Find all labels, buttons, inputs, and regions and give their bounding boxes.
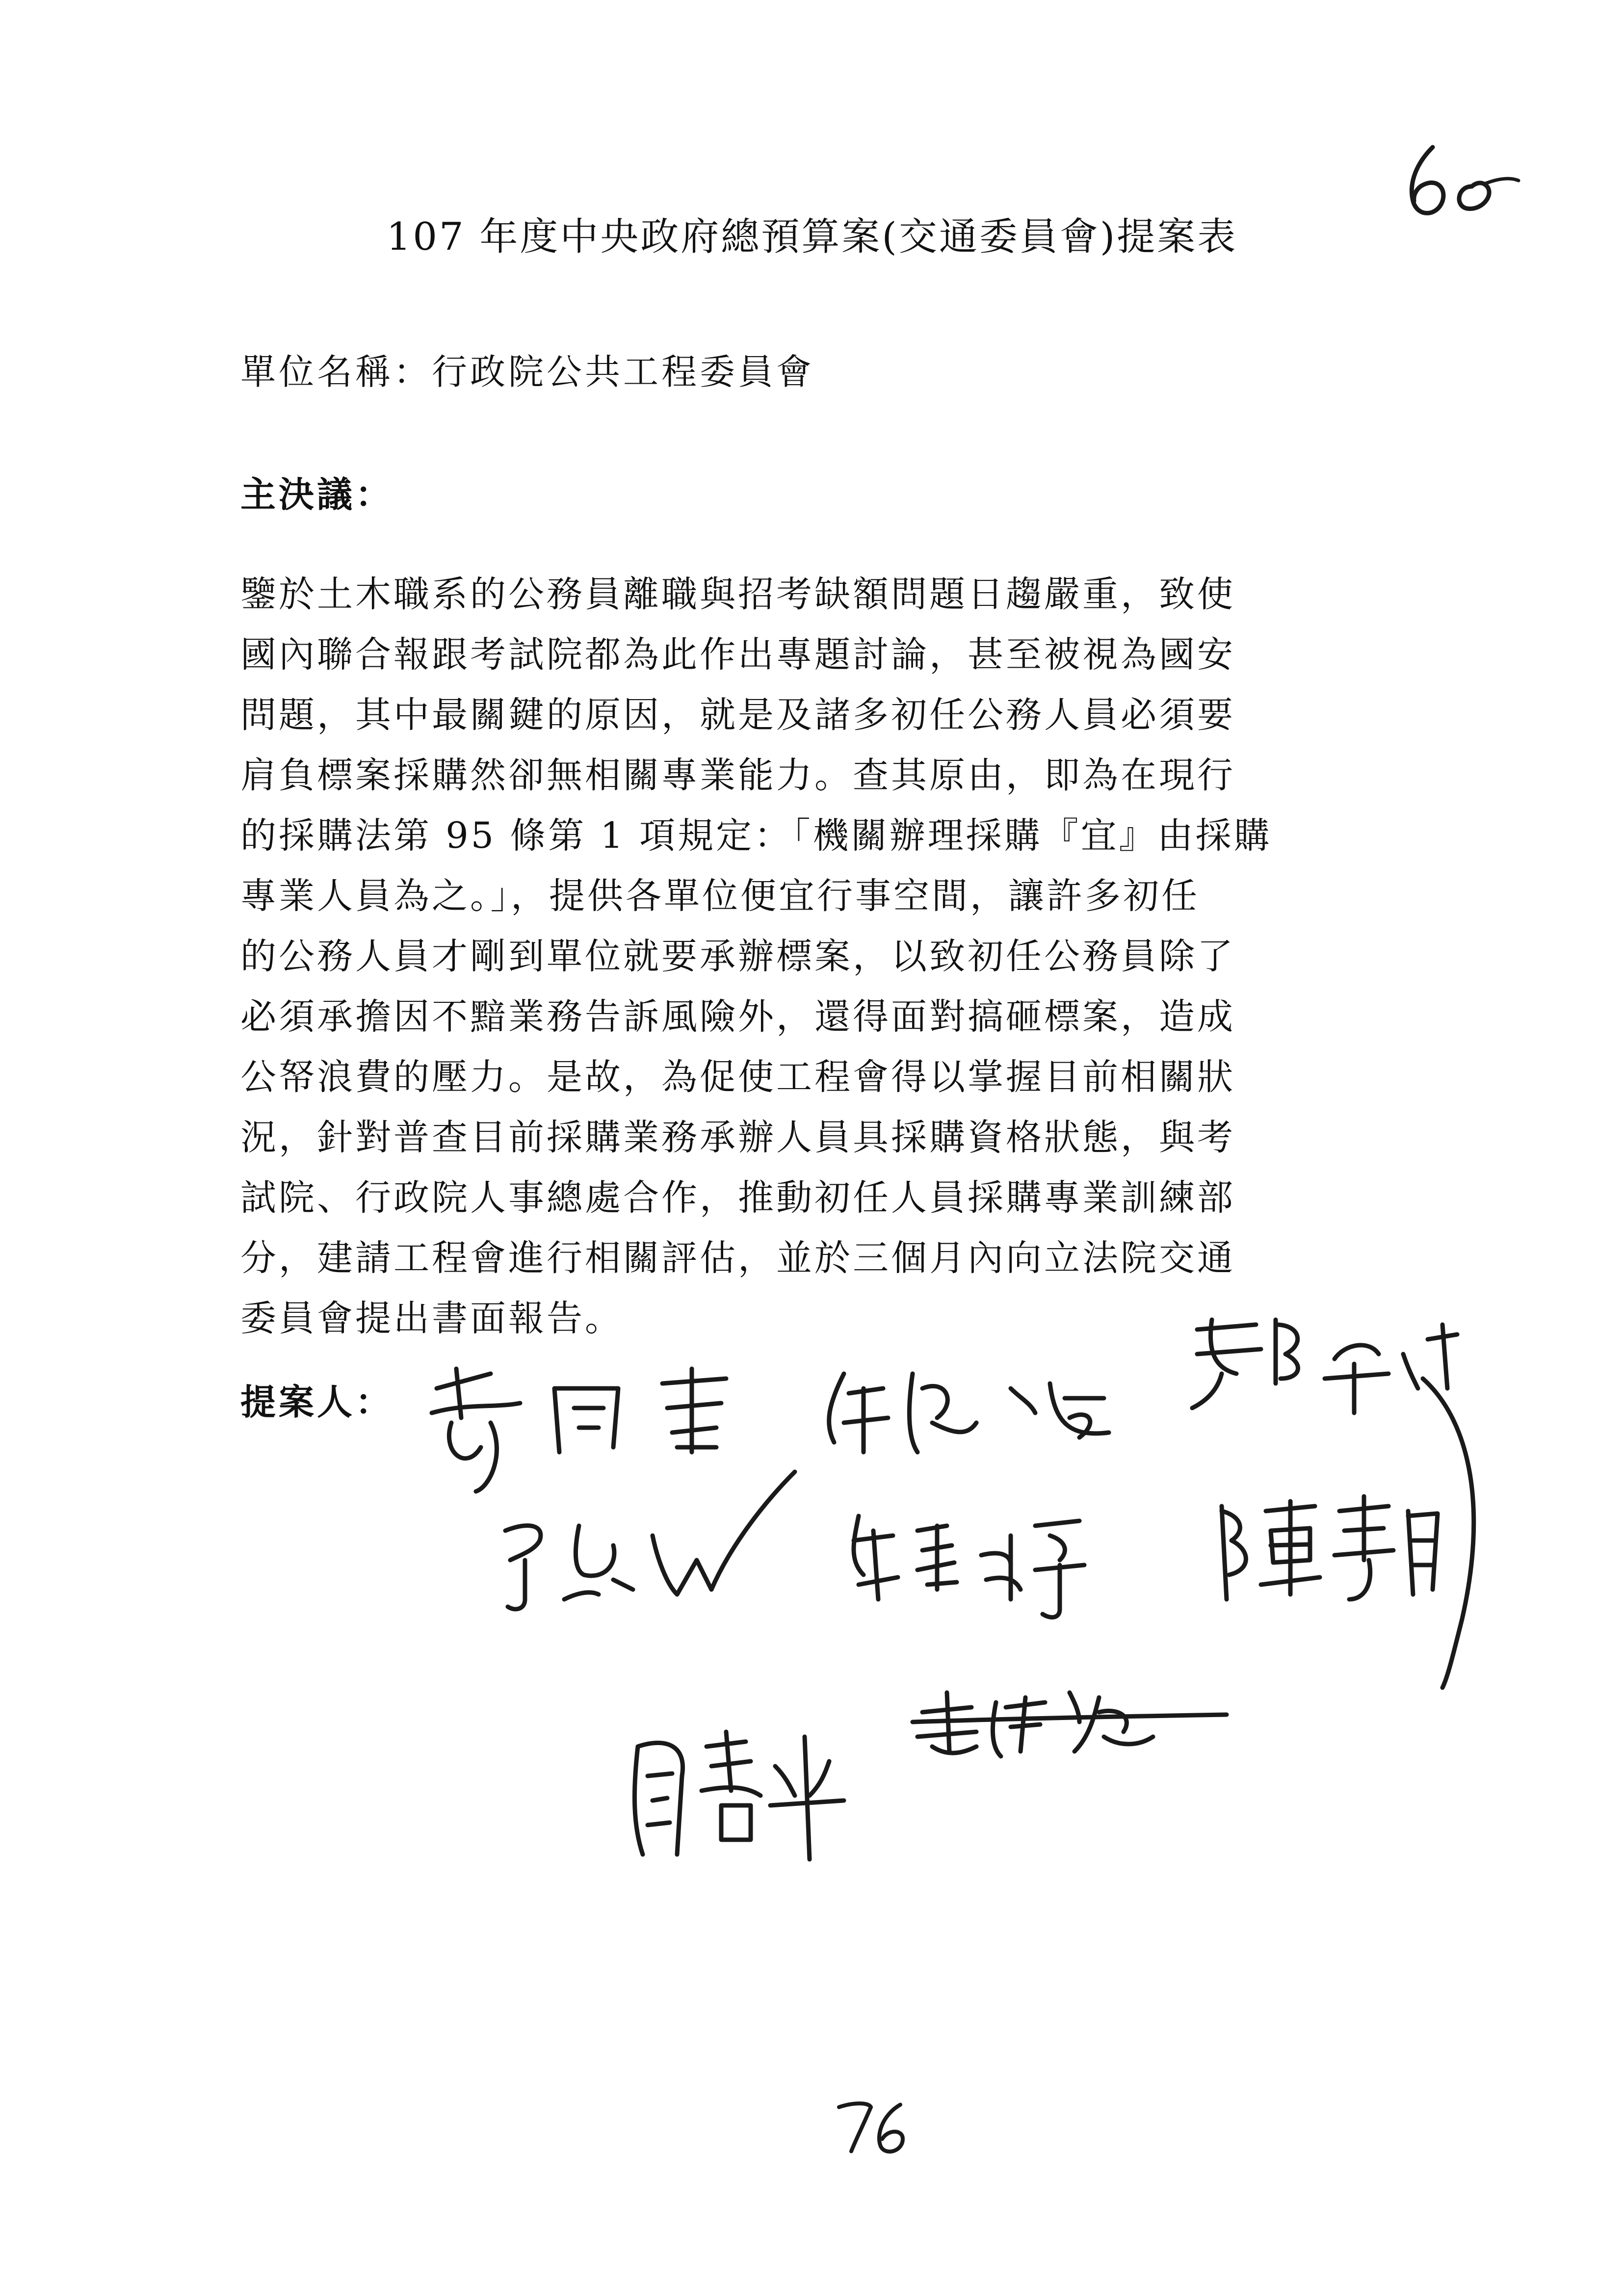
handwritten-page-mark — [1398, 128, 1545, 235]
signature-1 — [432, 1369, 726, 1491]
signature-4 — [505, 1472, 795, 1609]
signature-3 — [1192, 1320, 1474, 1688]
body-line: 公帑浪費的壓力。是故，為促使工程會得以掌握目前相關狀 — [240, 1056, 1235, 1098]
body-line: 專業人員為之。」，提供各單位便宜行事空間，讓許多初任 — [240, 875, 1200, 917]
signature-8 — [913, 1693, 1227, 1756]
body-line: 的採購法第 95 條第 1 項規定：「機關辦理採購『宜』由採購 — [240, 815, 1272, 857]
document-title: 107 年度中央政府總預算案(交通委員會)提案表 — [386, 215, 1238, 259]
unit-name: 單位名稱：行政院公共工程委員會 — [240, 351, 815, 392]
body-line: 況，針對普查目前採購業務承辦人員具採購資格狀態，與考 — [240, 1117, 1235, 1158]
main-resolution-label: 主決議： — [240, 473, 394, 515]
body-line: 鑒於土木職系的公務員離職與招考缺額問題日趨嚴重，致使 — [240, 574, 1235, 615]
handwritten-page-number — [834, 2095, 913, 2159]
resolution-body — [240, 564, 1408, 1349]
body-line: 必須承擔因不黯業務告訴風險外，還得面對搞砸標案，造成 — [240, 996, 1235, 1038]
body-line: 國內聯合報跟考試院都為此作出專題討論，甚至被視為國安 — [240, 634, 1235, 676]
body-line: 委員會提出書面報告。 — [240, 1298, 623, 1339]
body-line: 問題，其中最關鍵的原因，就是及諸多初任公務人員必須要 — [240, 694, 1235, 736]
body-line: 的公務人員才剛到單位就要承辦標案，以致初任公務員除了 — [240, 936, 1235, 977]
proposer-label: 提案人： — [240, 1381, 394, 1423]
signature-5 — [854, 1516, 1084, 1618]
signature-2 — [829, 1374, 1109, 1452]
body-line: 肩負標案採購然卻無相關專業能力。查其原由，即為在現行 — [240, 755, 1235, 796]
signature-7 — [634, 1732, 844, 1859]
body-line: 分，建請工程會進行相關評估，並於三個月內向立法院交通 — [240, 1237, 1235, 1279]
body-line: 試院、行政院人事總處合作，推動初任人員採購專業訓練部 — [240, 1177, 1235, 1219]
signature-6 — [1222, 1496, 1438, 1599]
